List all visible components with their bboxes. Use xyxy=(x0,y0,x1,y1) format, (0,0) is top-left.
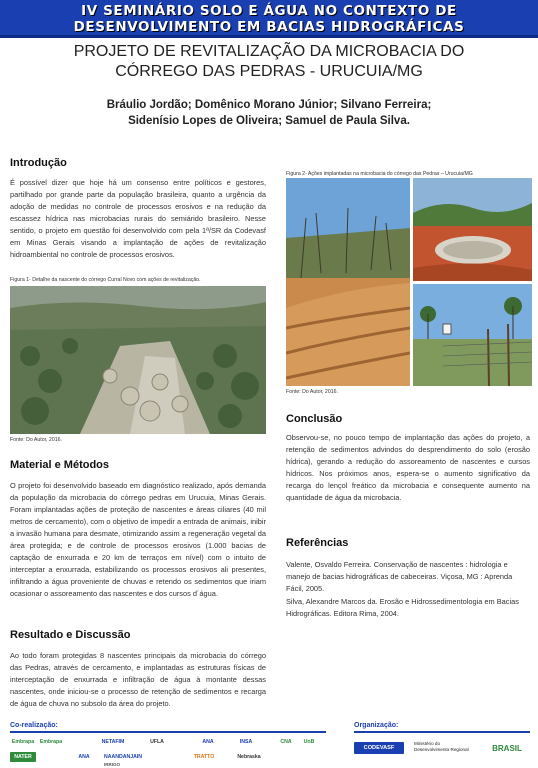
figure-2-caption: Figura 2- Ações implantadas na microbacia do córrego das Pedras – Urucuia/MG xyxy=(286,171,473,177)
reference-2: Silva, Alexandre Marcos da. Erosão e Hidrossedimentologia em Bacias Hidrográficas. Editora Rima, 2004. xyxy=(286,597,519,618)
material-heading: Material e Métodos xyxy=(10,459,110,471)
reference-1: Valente, Osvaldo Ferreira. Conservação de nascentes : hidrologia e manejo de bacias hidrográficas de cabeceiras. Viçosa, MG : Aprenda Fácil, 2005. xyxy=(286,560,513,593)
figure-2-source: Fonte: Do Autor, 2016. xyxy=(286,389,338,395)
organizacao-label: Organização: xyxy=(354,722,399,729)
conclusao-heading: Conclusão xyxy=(286,413,343,425)
introducao-heading: Introdução xyxy=(10,157,67,169)
partner-logo-irrigo: IRRIGO xyxy=(103,762,120,767)
conclusao-text: Observou-se, no pouco tempo de implantação das ações do projeto, a retenção de sedimentos advindos do desprendimento do solo (erosão hídrica), gerando a redução do assoreamento de nascentes e cursos hídricos. Nos próximos anos, espera-se o aumento significativo da recarga do lençol freático da microbacia e consequente aumento na quantidade de água da microbacia. xyxy=(286,433,530,502)
banner-line-2: DESENVOLVIMENTO EM BACIAS HIDROGRÁFICAS xyxy=(73,19,465,35)
org-logo-codevasf: CODEVASF xyxy=(354,742,404,754)
material-text: O projeto foi desenvolvido baseado em diagnóstico realizado, após demanda da população da microbacia do córrego pedras em Urucuia, Minas Gerais. Foram implantadas ações de proteção de nascentes e áreas ciliares (40 mil metros de cercamento), com o objetivo de impedir a entrada de animais, inibir a invasão humana para desmate, otimizando assim a regeneração vegetal da área protegida; e de controle de processos erosivos (1.000 bacias de captação de enxurrada e 20 km de terraços em nível) com o intuito de interceptar a enxurrada, estabilizando os processos erosivos ali presentes, infiltrando a água proveniente de chuvas e retendo os sedimentos que iriam ocasionar o assoreamento das nascentes e dos cursos d´água. xyxy=(10,481,266,598)
figure-2-photo-fence xyxy=(413,284,532,386)
resultado-text: Ao todo foram protegidas 8 nascentes principais da microbacia do córrego das Pedras, através de cercamento, e implantadas as estruturas físicas de interceptação de enxurrada e infiltração de água à montante dessas nascentes, onde iniciou-se o processo de retenção de sedimentos e recarga de água de chuva no subsolo da área do projeto. xyxy=(10,651,266,708)
banner-line-1: IV SEMINÁRIO SOLO E ÁGUA NO CONTEXTO DE xyxy=(81,3,457,19)
partner-logo-ufla: UFLA xyxy=(150,739,164,745)
corealizacao-divider xyxy=(10,731,326,733)
title-line-2: CÓRREGO DAS PEDRAS - URUCUIA/MG xyxy=(115,63,423,80)
partner-logo-tratto: TRATTO xyxy=(193,754,215,760)
organizacao-divider xyxy=(354,731,530,733)
figure-1-aerial-photo xyxy=(10,286,266,434)
figure-2-photo-catchment-basin xyxy=(413,178,532,281)
corealizacao-label: Co-realização: xyxy=(10,722,58,729)
partner-logo-ana: ANA xyxy=(202,739,214,745)
partner-logo-insa: INSA xyxy=(239,739,253,745)
introducao-text: É possível dizer que hoje há um consenso entre políticos e gestores, partilhado por grande parte da população brasileira, quanto a urgência da adoção de medidas no controle de processos erosivos e na redução da escassez hídrica nas microbacias rurais do semiárido brasileiro. Nesse sentido, o projeto em questão foi desenvolvido com pela 1ª/SR da Codevasf em Minas Gerais visando a implantação de ações de revitalização hidroambiental no controle de processos erosivos. xyxy=(10,178,266,259)
org-logo-brasil: BRASIL xyxy=(492,744,522,753)
partner-logo-embrapa-1: Embrapa xyxy=(11,739,35,745)
org-logo-ministerio: Ministério do Desenvolvimento Regional xyxy=(414,741,469,752)
partner-logo-embrapa-2: Embrapa xyxy=(39,739,63,745)
referencias-heading: Referências xyxy=(286,537,349,549)
partner-logo-netafim: NETAFIM xyxy=(101,739,125,745)
partner-logo-naandanjain: NAANDANJAIN xyxy=(103,754,143,760)
partner-logo-nater: NATER xyxy=(10,752,36,762)
partner-logo-ana-2: ANA xyxy=(78,754,90,760)
partner-logo-unb: UnB xyxy=(303,739,315,745)
partner-logo-cna: CNA xyxy=(280,739,292,745)
authors-line-1: Bráulio Jordão; Domênico Morano Júnior; Silvano Ferreira; xyxy=(106,99,432,111)
event-banner xyxy=(0,0,538,38)
figure-1-caption: Figura 1- Detalhe da nascente do córrego Curral Novo com ações de revitalização. xyxy=(10,277,201,283)
authors-line-2: Sidenísio Lopes de Oliveira; Samuel de Paula Silva. xyxy=(128,115,410,127)
figure-1-source: Fonte: Do Autor, 2016. xyxy=(10,437,62,443)
authors xyxy=(0,97,538,129)
title-line-1: PROJETO DE REVITALIZAÇÃO DA MICROBACIA DO xyxy=(73,43,465,60)
resultado-heading: Resultado e Discussão xyxy=(10,629,131,641)
partner-logo-nebraska: Nebraska xyxy=(237,754,261,760)
figure-2-photo-dirt-road xyxy=(286,178,410,386)
poster-title xyxy=(0,42,538,82)
